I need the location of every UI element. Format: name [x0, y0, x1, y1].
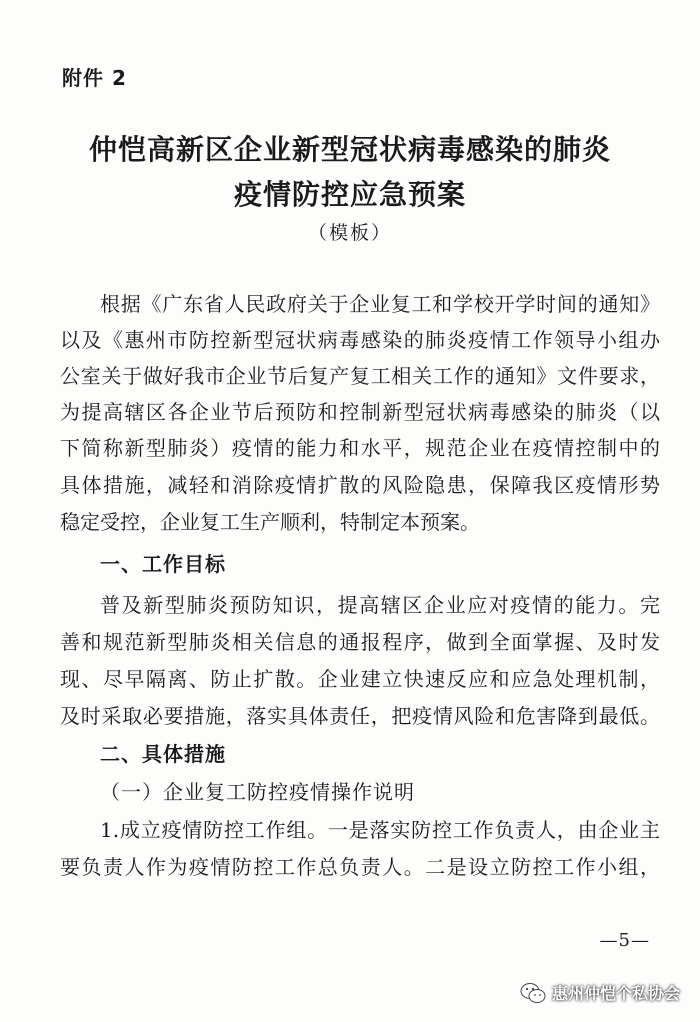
- intro-line: 公室关于做好我市企业节后复产复工相关工作的通知》文件要求，: [60, 364, 660, 388]
- document-title-line-1: 仲恺高新区企业新型冠状病毒感染的肺炎: [88, 133, 611, 166]
- intro-line: 以及《惠州市防控新型冠状病毒感染的肺炎疫情工作领导小组办: [60, 328, 660, 352]
- section1-line: 善和规范新型肺炎相关信息的通报程序，做到全面掌握、及时发: [60, 630, 660, 654]
- subsection-heading: （一）企业复工防控疫情操作说明: [100, 780, 415, 804]
- section-heading-work-goals: 一、工作目标: [100, 552, 226, 576]
- intro-line: 具体措施，减轻和消除疫情扩散的风险隐患，保障我区疫情形势: [60, 473, 660, 497]
- intro-line: 根据《广东省人民政府关于企业复工和学校开学时间的通知》: [100, 292, 660, 316]
- watermark-text: 惠州仲恺个私协会: [551, 984, 680, 1003]
- intro-line: 为提高辖区各企业节后预防和控制新型冠状病毒感染的肺炎（以: [60, 400, 660, 424]
- section2-line: 1.成立疫情防控工作组。一是落实防控工作负责人，由企业主: [100, 818, 660, 842]
- section1-line: 现、尽早隔离、防止扩散。企业建立快速反应和应急处理机制，: [60, 667, 660, 691]
- attachment-label: 附件 2: [62, 66, 127, 90]
- section-heading-measures: 二、具体措施: [100, 742, 226, 766]
- page-number: —5—: [599, 930, 650, 951]
- document-subtitle: （模板）: [307, 222, 392, 244]
- document-title-line-2: 疫情防控应急预案: [233, 178, 466, 211]
- section2-line: 要负责人作为疫情防控工作总负责人。二是设立防控工作小组，: [60, 855, 660, 879]
- section1-line: 普及新型肺炎预防知识，提高辖区企业应对疫情的能力。完: [100, 593, 660, 617]
- section1-line: 及时采取必要措施，落实具体责任，把疫情风险和危害降到最低。: [60, 704, 660, 728]
- watermark: [520, 981, 680, 1004]
- intro-line: 下简称新型肺炎）疫情的能力和水平，规范企业在疫情控制中的: [60, 436, 660, 460]
- intro-line: 稳定受控，企业复工生产顺利，特制定本预案。: [60, 510, 480, 534]
- wechat-icon: [520, 982, 546, 1004]
